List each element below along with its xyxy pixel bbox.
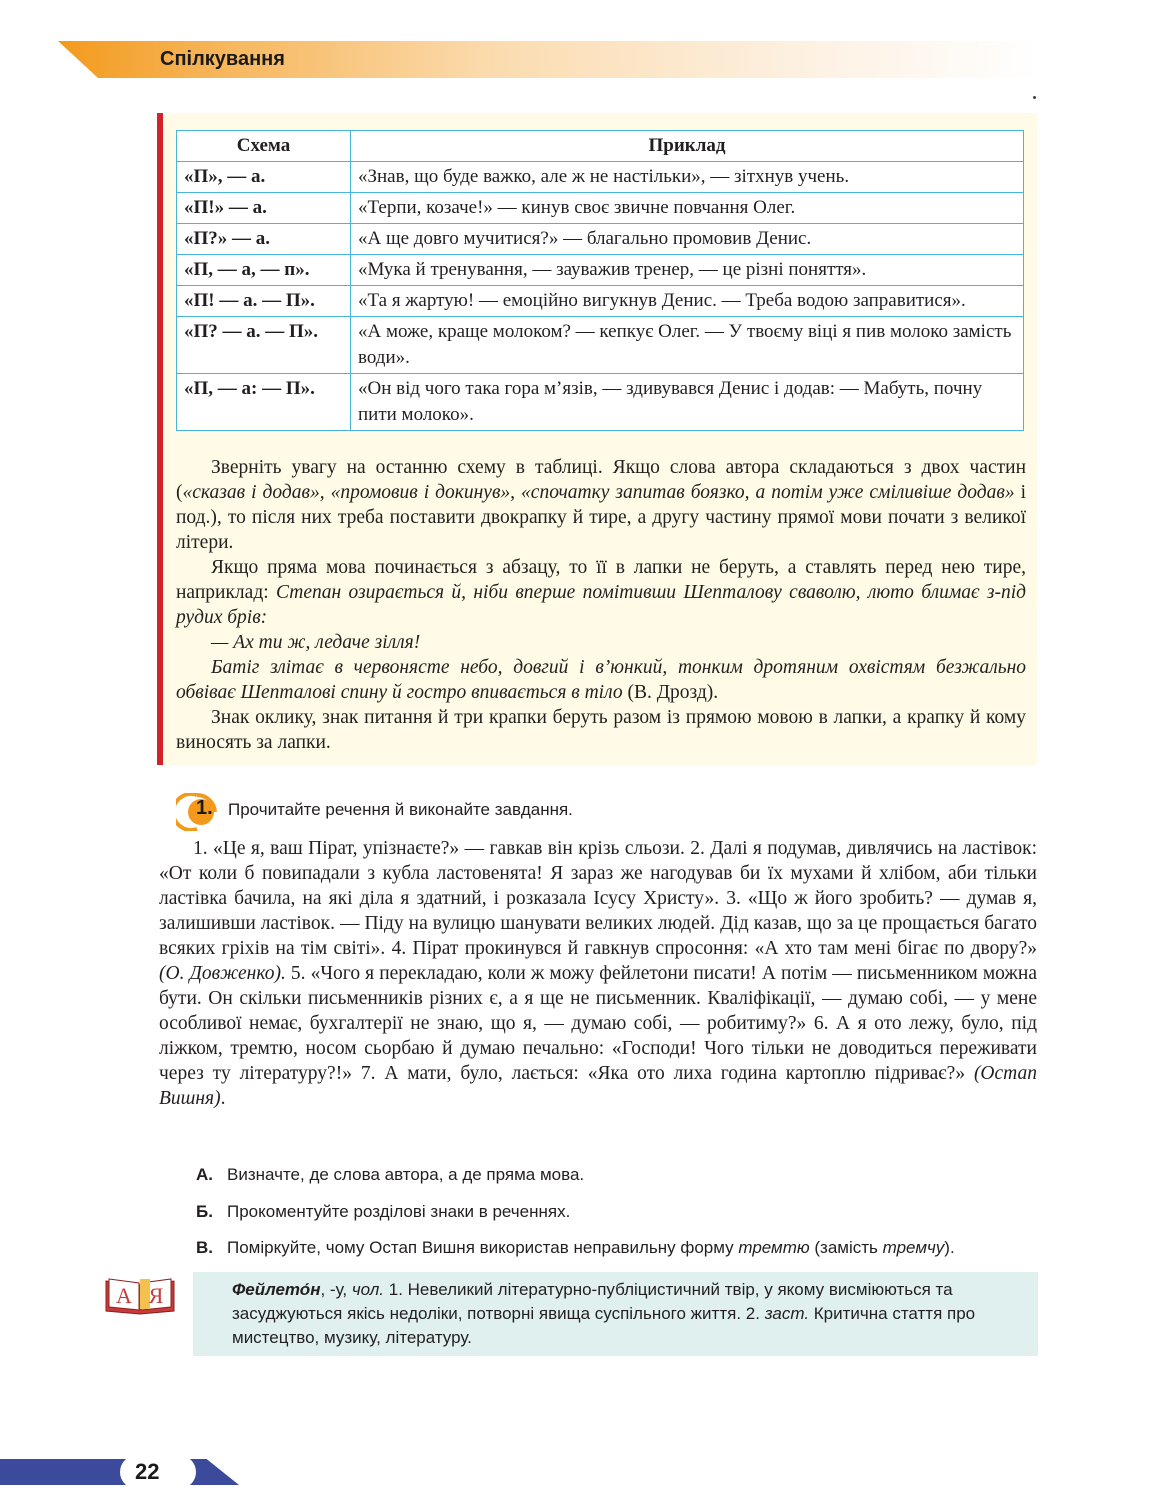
rule-italic-example: Степан озирається й, ніби вперше помітивши Шепталову сваволю, люто блимає з-під рудих брів: (176, 582, 1026, 628)
task-letter: Б. (196, 1202, 213, 1221)
page-number: 22 (135, 1459, 160, 1484)
task-letter: А. (196, 1165, 213, 1184)
dictionary-letter-ya: Я (148, 1283, 164, 1308)
rule-text-span: Зверніть увагу на останню схему в таблиці. Якщо слова автора складаються з двох частин ( (176, 457, 1026, 503)
rule-paragraph (176, 655, 1026, 705)
exercise-source: (О. Довженко). (159, 963, 286, 984)
scheme-cell: «П, — а, — п». (177, 255, 351, 286)
scheme-cell: «П? — а. — П». (177, 317, 351, 374)
rule-paragraph (176, 705, 1026, 755)
exercise-text (159, 836, 1037, 1111)
dictionary-grammar: , -у, (320, 1280, 352, 1299)
schema-table (176, 130, 1024, 431)
rule-italic-example: Батіг злітає в червонясте небо, довгий і в’юнкий, тонким дротяним охвістям безжально обвіває Шепталові спину й гостро впивається в тіло (176, 657, 1026, 703)
exercise-paragraph (159, 836, 1037, 1111)
task-text: Визначте, де слова автора, а де пряма мова. (227, 1165, 585, 1184)
rule-text-span: і под.), то після них треба поставити двокрапку й тире, а другу частину прямої мови почати з великої літери. (176, 482, 1026, 553)
task-text: Поміркуйте, чому Остап Вишня використав неправильну форму (227, 1238, 739, 1257)
task-italic-word: тремтю (738, 1238, 810, 1257)
table-header-example: Приклад (351, 131, 1024, 162)
table-row (177, 374, 1024, 431)
exercise-number: 1. (196, 797, 213, 819)
section-title: Спілкування (160, 48, 285, 70)
table-row (177, 286, 1024, 317)
dictionary-term: Фейлето́н (232, 1280, 321, 1299)
rule-text-span: Знак оклику, знак питання й три крапки беруть разом із прямою мовою в лапки, а крапку й кому виносять за лапки. (176, 707, 1026, 753)
exercise-source: (Остап Вишня) (159, 1063, 1037, 1109)
table-row (177, 193, 1024, 224)
task-text: (замість (809, 1238, 883, 1257)
rule-italic-example: — Ах ти ж, ледаче зілля! (211, 632, 421, 653)
table-row (177, 255, 1024, 286)
table-row (177, 224, 1024, 255)
rule-text-span: Якщо пряма мова починається з абзацу, то її в лапки не беруть, а ставлять перед нею тире, наприклад: (176, 557, 1026, 603)
dictionary-entry (232, 1278, 1032, 1350)
exercise-instruction: Прочитайте речення й виконайте завдання. (228, 800, 573, 819)
footer-bar (0, 1459, 130, 1485)
example-cell: «А може, краще молоком? — кепкує Олег. — У твоєму віці я пив молоко замість води». (351, 317, 1024, 374)
dictionary-gender: чол. (351, 1280, 385, 1299)
table-row (177, 317, 1024, 374)
task-text: ). (944, 1238, 955, 1257)
example-cell: «А ще довго мучитися?» — благально промовив Денис. (351, 224, 1024, 255)
exercise-text-span: 5. «Чого я перекладаю, коли ж можу фейлетони писати! А потім — письменником можна бути. Он скільки письменників різних є, а я ще не письменник. Кваліфікації, — думаю собі, — у мене особливої немає, бухгалтерії не знаю, що я, — думаю собі, — робитиму?» 6. А я ото лежу, було, під ліжком, тремтю, носом сьорбаю й думаю печально: «Господи! Чого тільки не доводиться переживати через ту літературу?!» 7. А мати, було, лається: «Яка ото лиха година картоплю підриває?» (159, 963, 1038, 1084)
example-cell: «Та я жартую! — емоційно вигукнув Денис. — Треба водою заправитися». (351, 286, 1024, 317)
exercise-text-span: 1. «Це я, ваш Пірат, упізнаєте?» — гавкав він крізь сльози. 2. Далі я подумав, дивлячись на ластівок: «От коли б повипадали з кубла ластовенята! Я зараз же нагодував би їх мухами й хлібом, аби тільки ластівка бачила, на які діла я здатний, і розказала Ісусу Христу». 3. «Що ж його зробить? — думав я, залишивши ластівок. — Піду на вулицю шанувати великих людей. Дід казав, що за це прощається багато всяких гріхів на тім світі». 4. Пірат прокинувся й гавкнув спросоння: «А хто там мені бігає по двору?» (159, 838, 1037, 959)
table-header-row (177, 131, 1024, 162)
example-cell: «Терпи, козаче!» — кинув своє звичне повчання Олег. (351, 193, 1024, 224)
rule-source: (В. Дрозд). (622, 682, 719, 703)
example-cell: «Знав, що буде важко, але ж не настільки», — зітхнув учень. (351, 162, 1024, 193)
task-v (196, 1238, 955, 1258)
rule-text (176, 455, 1026, 755)
dictionary-book-icon (104, 1275, 176, 1315)
table-header-scheme: Схема (177, 131, 351, 162)
dictionary-definition: Критична стаття про мистецтво, музику, літературу. (232, 1304, 976, 1347)
table-row (177, 162, 1024, 193)
exercise-text-span: . (220, 1088, 226, 1109)
scheme-cell: «П, — а: — П». (177, 374, 351, 431)
example-cell: «Мука й тренування, — зауважив тренер, — це різні поняття». (351, 255, 1024, 286)
dot-mark (1033, 96, 1036, 99)
dictionary-label: заст. (764, 1304, 810, 1323)
scheme-cell: «П!» — а. (177, 193, 351, 224)
example-cell: «Он від чого така гора м’язів, — здивувався Денис і додав: — Мабуть, почну пити молоко». (351, 374, 1024, 431)
rule-italic-examples: «сказав і додав», «промовив і докинув», «спочатку запитав боязко, а потім уже сміливіше додав» (182, 482, 1015, 503)
rule-paragraph (176, 555, 1026, 630)
scheme-cell: «П», — а. (177, 162, 351, 193)
task-a (196, 1165, 584, 1185)
dictionary-letter-a: А (116, 1283, 132, 1308)
task-text: Прокоментуйте розділові знаки в реченнях. (227, 1202, 571, 1221)
task-italic-word: тремчу (882, 1238, 945, 1257)
dictionary-definition: 1. Невеликий літературно-публіцистичний твір, у якому висміюються та засуджуються якісь недоліки, потворні явища суспільного життя. 2. (232, 1280, 953, 1323)
rule-paragraph (176, 630, 1026, 655)
task-letter: В. (196, 1238, 213, 1257)
scheme-cell: «П! — а. — П». (177, 286, 351, 317)
rule-paragraph (176, 455, 1026, 555)
task-b (196, 1202, 570, 1222)
scheme-cell: «П?» — а. (177, 224, 351, 255)
